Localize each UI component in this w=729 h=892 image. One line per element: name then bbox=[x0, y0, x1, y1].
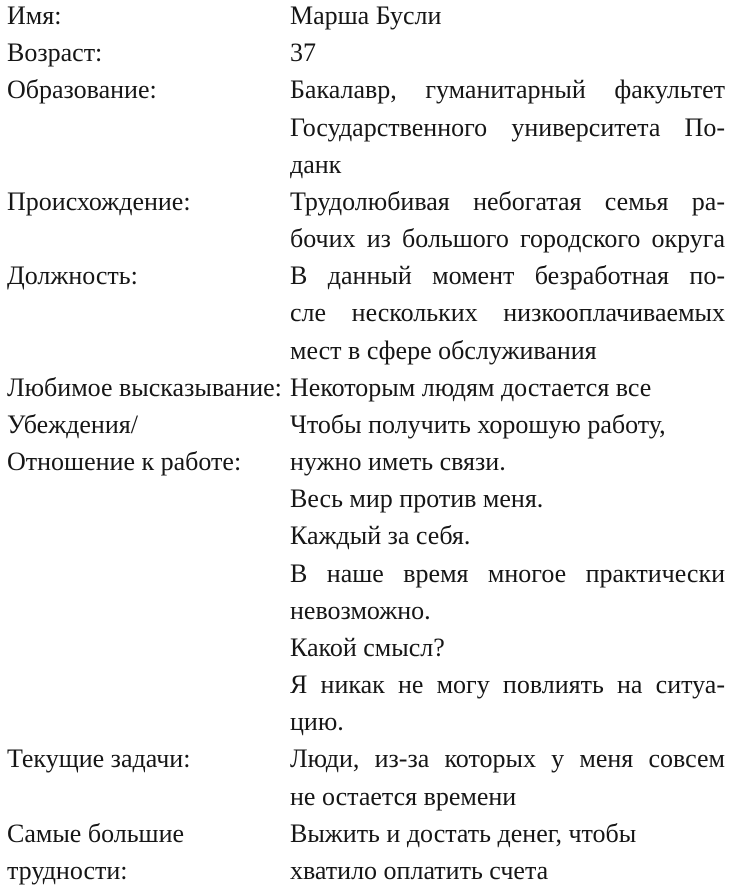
value-text: цию. bbox=[290, 707, 344, 737]
label-text: Текущие задачи: bbox=[7, 744, 191, 774]
value-text: Некоторым людям достается все bbox=[290, 372, 652, 402]
field-value bbox=[290, 369, 725, 406]
label-text: Возраст: bbox=[7, 38, 103, 68]
value-text: Весь мир против меня. bbox=[290, 484, 544, 514]
value-text: данк bbox=[290, 149, 342, 179]
row-position bbox=[7, 257, 725, 369]
row-age bbox=[7, 34, 725, 71]
field-value bbox=[290, 183, 725, 257]
field-value bbox=[290, 815, 725, 889]
value-text: В наше время многое практически bbox=[290, 558, 725, 588]
value-text: Чтобы получить хорошую работу, bbox=[290, 409, 666, 439]
value-text: Государственного университета По- bbox=[290, 112, 725, 142]
value-text: Каждый за себя. bbox=[290, 521, 471, 551]
row-education bbox=[7, 71, 725, 183]
field-value bbox=[290, 257, 725, 369]
row-name bbox=[7, 0, 725, 34]
field-label bbox=[7, 406, 290, 480]
value-text: Я никак не могу повлиять на ситуа- bbox=[290, 670, 725, 700]
field-value bbox=[290, 0, 725, 34]
label-text: Образование: bbox=[7, 75, 157, 105]
row-beliefs-attitude bbox=[7, 406, 725, 741]
field-label bbox=[7, 183, 290, 220]
value-text: не остается времени bbox=[290, 781, 517, 811]
value-text: хватило оплатить счета bbox=[290, 855, 549, 885]
field-value bbox=[290, 740, 725, 814]
row-favorite-saying bbox=[7, 369, 725, 406]
label-text: Убеждения/ bbox=[7, 409, 138, 439]
field-label bbox=[7, 34, 290, 71]
label-text: Отношение к работе: bbox=[7, 447, 242, 477]
row-origin bbox=[7, 183, 725, 257]
field-value bbox=[290, 71, 725, 183]
value-text: Люди, из-за которых у меня совсем bbox=[290, 744, 725, 774]
value-text: нужно иметь связи. bbox=[290, 447, 506, 477]
value-text: Выжить и достать денег, чтобы bbox=[290, 818, 637, 848]
label-text: Любимое высказывание: bbox=[7, 372, 282, 402]
field-label bbox=[7, 71, 290, 108]
value-text: невозможно. bbox=[290, 595, 431, 625]
label-text: трудности: bbox=[7, 855, 128, 885]
value-text: 37 bbox=[290, 38, 316, 68]
label-text: Имя: bbox=[7, 1, 62, 30]
value-text: сле нескольких низкооплачиваемых bbox=[290, 298, 725, 328]
label-text: Самые большие bbox=[7, 818, 185, 848]
value-text: Бакалавр, гуманитарный факультет bbox=[290, 75, 725, 105]
value-text: В данный момент безработная по- bbox=[290, 261, 725, 291]
field-value bbox=[290, 406, 725, 741]
label-text: Должность: bbox=[7, 261, 138, 291]
field-label bbox=[7, 740, 290, 777]
field-label bbox=[7, 0, 290, 34]
value-text: Трудолюбивая небогатая семья ра- bbox=[290, 186, 725, 216]
field-value bbox=[290, 34, 725, 71]
row-biggest-challenges bbox=[7, 815, 725, 889]
label-text: Происхождение: bbox=[7, 186, 191, 216]
value-text: Какой смысл? bbox=[290, 632, 445, 662]
value-text: Марша Бусли bbox=[290, 1, 442, 30]
field-label bbox=[7, 815, 290, 889]
field-label bbox=[7, 369, 290, 406]
value-text: бочих из большого городского округа bbox=[290, 224, 725, 254]
value-text: мест в сфере обслуживания bbox=[290, 335, 597, 365]
field-label bbox=[7, 257, 290, 294]
row-current-tasks bbox=[7, 740, 725, 814]
